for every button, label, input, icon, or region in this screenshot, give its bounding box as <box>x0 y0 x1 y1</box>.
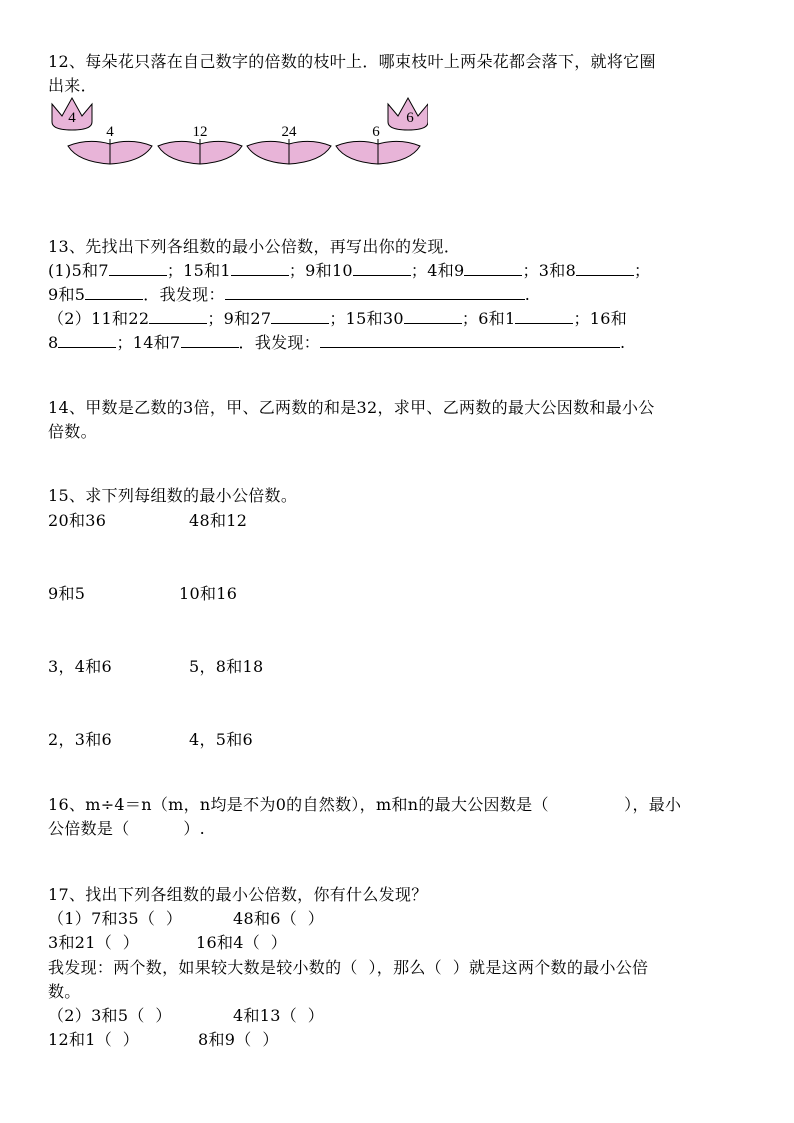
answer-blank[interactable] <box>149 309 207 324</box>
q15-item: 3，4和6 <box>48 657 113 676</box>
q13-title: 13、先找出下列各组数的最小公倍数，再写出你的发现． <box>48 237 461 256</box>
q17-item: 12和1（ ） <box>48 1030 140 1049</box>
answer-blank[interactable] <box>181 333 239 348</box>
q12-line1: 12、每朵花只落在自己数字的倍数的枝叶上．哪束枝叶上两朵花都会落下，就将它圈 <box>48 52 656 71</box>
q17-item: （2）3和5（ ） <box>48 1006 172 1025</box>
q16-line1: 16、m÷4＝n（m，n均是不为0的自然数），m和n的最大公因数是（ ），最小 <box>48 795 682 814</box>
q13-row4: 8 ；14和7 ．我发现： . <box>48 333 626 352</box>
q14-line2: 倍数。 <box>48 422 97 441</box>
q17-item: 48和6（ ） <box>233 909 325 928</box>
answer-blank[interactable] <box>353 261 411 276</box>
finding-blank[interactable] <box>320 333 620 348</box>
q15-item: 4，5和6 <box>189 730 254 749</box>
leaf-number: 24 <box>281 124 297 140</box>
q17-item: 3和21（ ） <box>48 933 140 952</box>
answer-blank[interactable] <box>271 309 329 324</box>
leaf-pair-24[interactable] <box>247 124 331 164</box>
q16-line2: 公倍数是（ ）. <box>48 819 206 838</box>
answer-blank[interactable] <box>464 261 522 276</box>
answer-blank[interactable] <box>58 333 116 348</box>
flower-4[interactable] <box>52 98 92 130</box>
q15-item: 9和5 <box>48 584 86 603</box>
q14-line1: 14、甲数是乙数的3倍，甲、乙两数的和是32，求甲、乙两数的最大公因数和最小公 <box>48 398 655 417</box>
leaf-number: 6 <box>372 124 380 140</box>
q17-item: （1）7和35（ ） <box>48 909 183 928</box>
leaf-number: 12 <box>192 124 208 140</box>
q17-item: 16和4（ ） <box>196 933 288 952</box>
q13-row2: 9和5 ．我发现： . <box>48 285 531 304</box>
answer-blank[interactable] <box>85 285 143 300</box>
q15-item: 20和36 <box>48 511 107 530</box>
q17-item: 4和13（ ） <box>233 1006 325 1025</box>
answer-blank[interactable] <box>515 309 573 324</box>
q17-finding-line1: 我发现：两个数，如果较大数是较小数的（ ），那么（ ）就是这两个数的最小公倍 <box>48 958 649 977</box>
answer-blank[interactable] <box>231 261 289 276</box>
flower-number: 4 <box>68 110 76 126</box>
q13-row3: （2）11和22 ；9和27 ；15和30 ；6和1 ；16和 <box>48 309 628 328</box>
q17-title: 17、找出下列各组数的最小公倍数，你有什么发现？ <box>48 885 428 904</box>
q13-row1: (1)5和7 ；15和1 ；9和10 ；4和9 ；3和8 ； <box>48 261 651 280</box>
leaf-number: 4 <box>106 124 114 140</box>
q17-item: 8和9（ ） <box>198 1030 279 1049</box>
flowers-leaves-figure <box>48 94 428 174</box>
leaf-pair-12[interactable] <box>158 124 242 164</box>
q15-title: 15、求下列每组数的最小公倍数。 <box>48 486 298 505</box>
q12-line2: 出来． <box>48 76 97 95</box>
flower-6[interactable] <box>388 98 428 130</box>
q15-item: 5，8和18 <box>189 657 264 676</box>
flower-number: 6 <box>406 110 414 126</box>
answer-blank[interactable] <box>576 261 634 276</box>
q15-item: 2，3和6 <box>48 730 113 749</box>
q15-item: 10和16 <box>179 584 238 603</box>
answer-blank[interactable] <box>404 309 462 324</box>
q17-finding-line2: 数。 <box>48 982 81 1001</box>
answer-blank[interactable] <box>109 261 167 276</box>
q15-item: 48和12 <box>189 511 248 530</box>
finding-blank[interactable] <box>225 285 525 300</box>
